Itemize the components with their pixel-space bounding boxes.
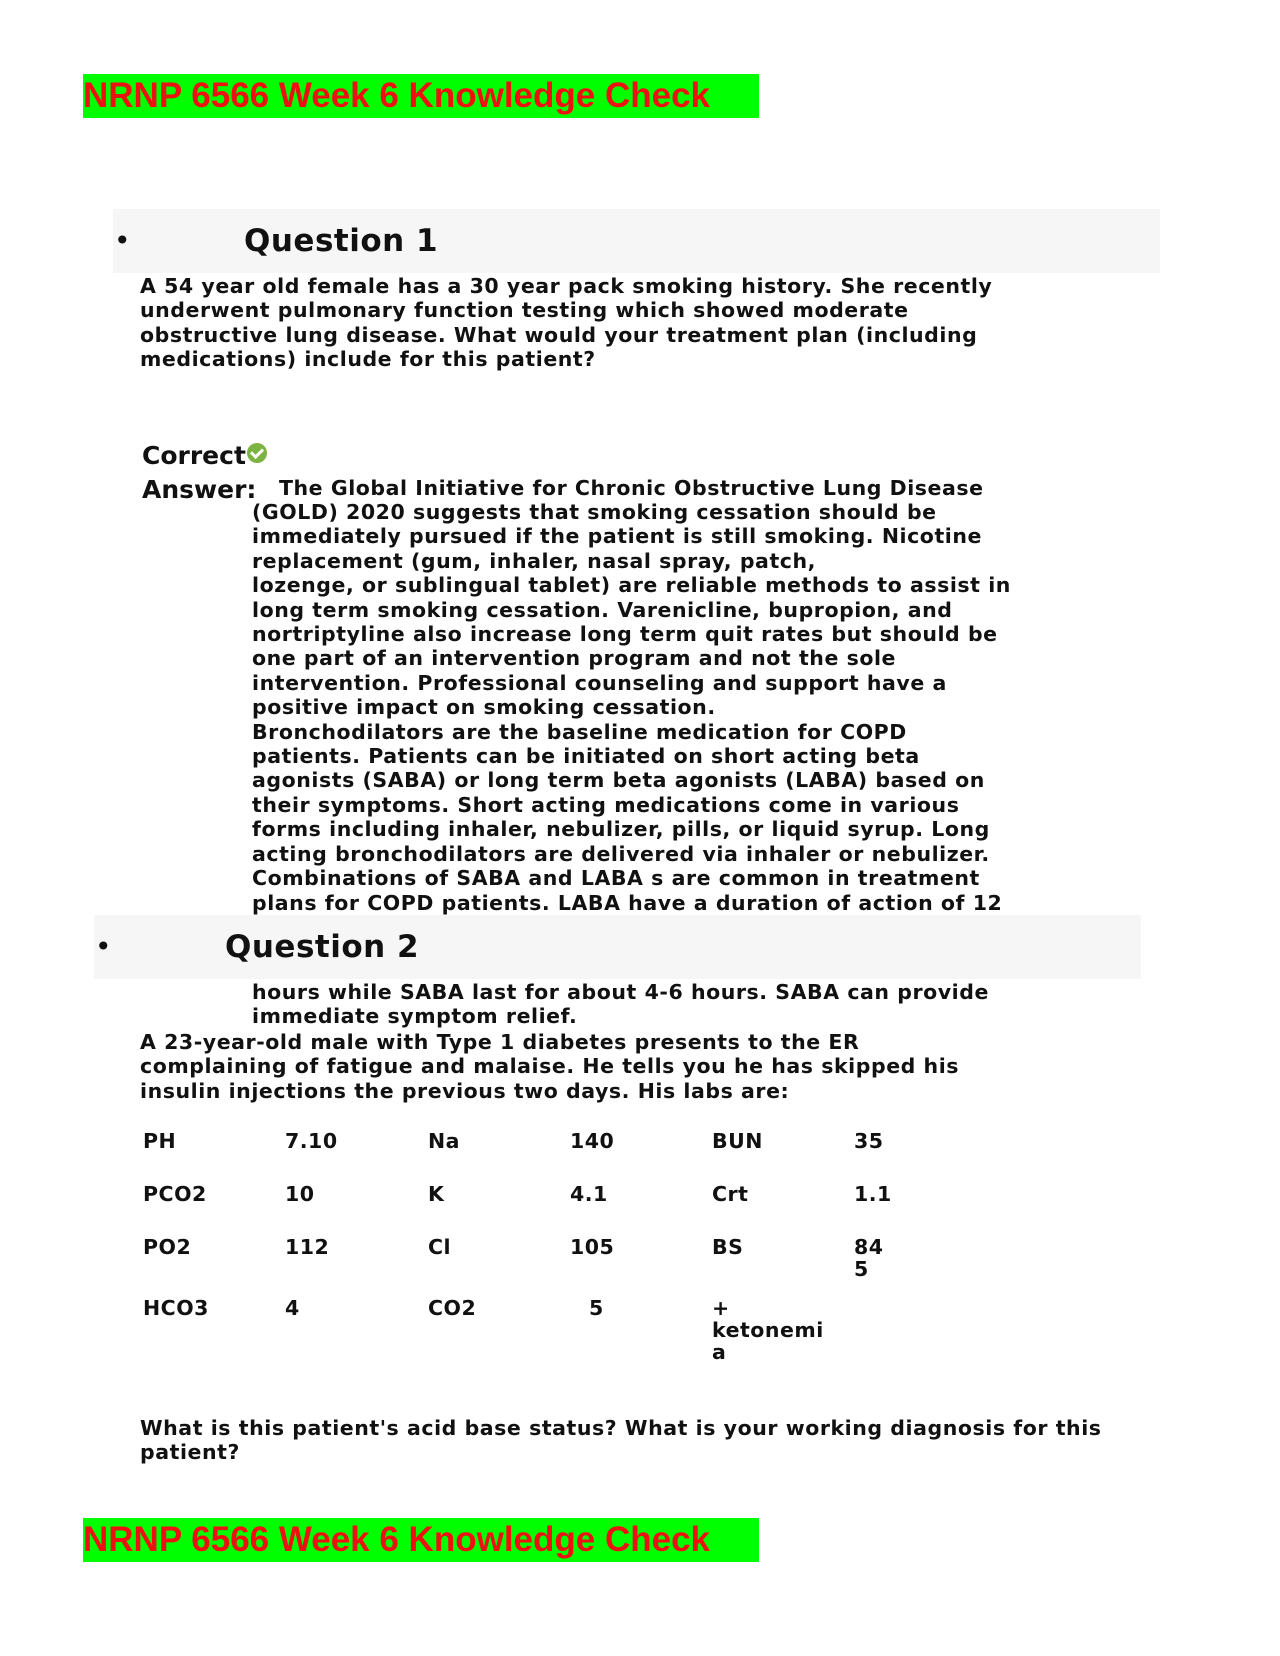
question-1-line: A 54 year old female has a 30 year pack smoking history. She recently [140,274,993,298]
answer-line: (GOLD) 2020 suggests that smoking cessation should be [252,500,937,524]
lab-value: 4 [285,1296,300,1320]
lab-name: BS [712,1235,744,1259]
question-2-line: insulin injections the previous two days. His labs are: [140,1078,790,1103]
answer-line: forms including inhaler, nebulizer, pills, or liquid syrup. Long [252,817,990,842]
lab-value: 1.1 [854,1182,892,1206]
lab-value: 112 [285,1235,330,1259]
lab-name: Cl [428,1235,452,1259]
lab-value: 5 [589,1296,604,1320]
bullet-icon: • [95,930,112,963]
checkmark-icon [247,443,267,463]
prompt-line: What is this patient's acid base status? What is your working diagnosis for this [140,1416,1102,1440]
correct-label [142,440,267,472]
question-2-header [94,915,1141,979]
lab-value: 10 [285,1182,315,1206]
answer-first-line: The Global Initiative for Chronic Obstructive Lung Disease [279,476,984,500]
answer-line: long term smoking cessation. Varenicline, bupropion, and [252,597,953,622]
lab-name: BUN [712,1129,763,1153]
lab-name: K [428,1182,445,1206]
question-2-line: A 23-year-old male with Type 1 diabetes presents to the ER [140,1030,860,1054]
lab-value: 84 5 [854,1235,884,1281]
answer-line: immediate symptom relief. [252,1004,578,1029]
lab-value: 7.10 [285,1129,338,1153]
question-2-line: complaining of fatigue and malaise. He tells you he has skipped his [140,1054,960,1079]
answer-line: one part of an intervention program and not the sole [252,646,896,671]
answer-line: Bronchodilators are the baseline medication for COPD [252,719,907,744]
lab-name: PCO2 [143,1182,207,1206]
question-1-text [140,274,992,372]
prompt-line: patient? [140,1440,240,1465]
bullet-icon: • [114,224,131,257]
lab-name: CO2 [428,1296,477,1320]
answer-line: acting bronchodilators are delivered via inhaler or nebulizer. [252,841,990,866]
answer-line: their symptoms. Short acting medications come in various [252,792,960,817]
lab-name: HCO3 [143,1296,209,1320]
answer-line: Combinations of SABA and LABA s are common in treatment [252,866,980,891]
answer-line: agonists (SABA) or long term beta agonists (LABA) based on [252,768,985,793]
question-1-header [113,209,1160,273]
answer-line: patients. Patients can be initiated on short acting beta [252,744,920,769]
footer-banner: NRNP 6566 Week 6 Knowledge Check [83,1518,759,1562]
lab-value: 35 [854,1129,884,1153]
lab-name: + ketonemi a [712,1296,824,1364]
question-2-title: Question 2 [225,929,420,965]
answer-label: Answer: [142,475,257,504]
answer-line: plans for COPD patients. LABA have a duration of action of 12 [252,890,1003,915]
answer-continued [252,980,989,1029]
question-2-text [140,1030,959,1103]
lab-name: Crt [712,1182,749,1206]
answer-line: nortriptyline also increase long term quit rates but should be [252,622,998,647]
answer-line: intervention. Professional counseling and support have a [252,670,947,695]
lab-name: PO2 [143,1235,192,1259]
answer-line: hours while SABA last for about 4-6 hours. SABA can provide [252,980,989,1004]
correct-text: Correct [142,441,246,470]
answer-line: lozenge, or sublingual tablet) are reliable methods to assist in [252,573,1011,598]
question-1-title: Question 1 [244,223,439,259]
answer-text [252,500,1011,915]
question-1-line: underwent pulmonary function testing which showed moderate [140,298,909,323]
answer-line: replacement (gum, inhaler, nasal spray, patch, [252,548,816,573]
answer-line: immediately pursued if the patient is still smoking. Nicotine [252,524,982,549]
lab-value: 105 [570,1235,615,1259]
lab-name: PH [143,1129,177,1153]
lab-value: 4.1 [570,1182,608,1206]
question-1-line: medications) include for this patient? [140,347,596,372]
lab-name: Na [428,1129,460,1153]
header-banner: NRNP 6566 Week 6 Knowledge Check [83,74,759,118]
question-2-prompt [140,1416,1102,1465]
answer-line: positive impact on smoking cessation. [252,695,716,720]
lab-value: 140 [570,1129,615,1153]
question-1-line: obstructive lung disease. What would your treatment plan (including [140,322,978,347]
